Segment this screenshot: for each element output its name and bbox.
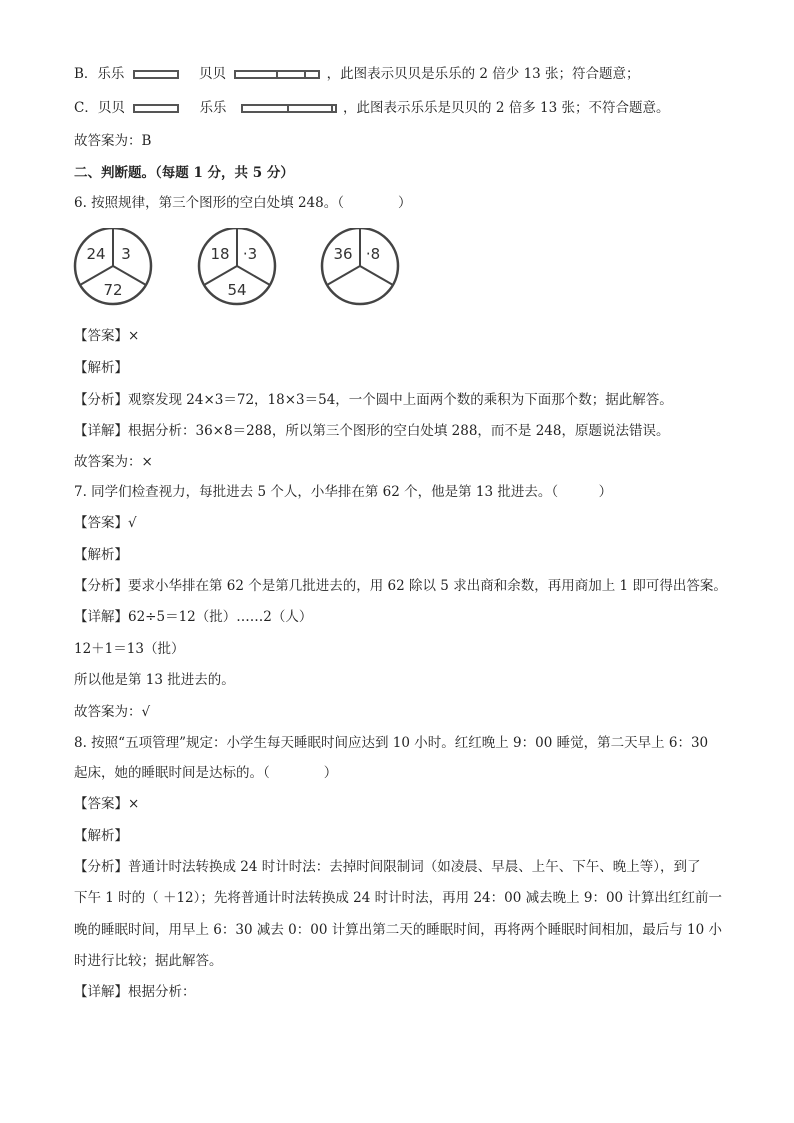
- q7-line2: 12＋1＝13（批）: [74, 641, 185, 657]
- circle-1-top-right: 3: [121, 245, 131, 263]
- q6-circles: [70, 228, 410, 312]
- circle-1-bottom: 72: [103, 281, 123, 299]
- circle-figures: [70, 228, 410, 308]
- circle-3-top-right: ·8: [365, 245, 381, 263]
- q7-analysis-label: 【解析】: [74, 547, 128, 563]
- q8-question-line1: 8. 按照“五项管理”规定：小学生每天睡眠时间应达到 10 小时。红红晚上 9：00 睡觉，第二天早上 6：30: [74, 735, 709, 751]
- option-c-prefix: C．贝贝: [74, 100, 125, 116]
- option-b-suffix: ，此图表示贝贝是乐乐的 2 倍少 13 张；符合题意；: [326, 66, 640, 82]
- q8-fenxi-line1: 【分析】普通计时法转换成 24 时计时法：去掉时间限制词（如凌晨、早晨、上午、下午、晚上等），到了: [74, 859, 701, 875]
- q8-xiangjie: 【详解】根据分析：: [74, 984, 196, 1000]
- q7-line3: 所以他是第 13 批进去的。: [74, 672, 235, 688]
- circle-2-top-left: 18: [210, 245, 230, 263]
- q6-xiangjie: 【详解】根据分析：36×8＝288，所以第三个图形的空白处填 288，而不是 248，原题说法错误。: [74, 423, 670, 439]
- circle-3-top-left: 36: [333, 245, 353, 263]
- q8-fenxi-line4: 时进行比较；据此解答。: [74, 953, 223, 969]
- q7-question: 7. 同学们检查视力，每批进去 5 个人，小华排在第 62 个，他是第 13 批进去。（ ）: [74, 484, 613, 500]
- circle-3: [322, 228, 398, 304]
- q7-fenxi: 【分析】要求小华排在第 62 个是第几批进去的，用 62 除以 5 求出商和余数，再用商加上 1 即可得出答案。: [74, 578, 727, 594]
- q7-final: 故答案为：√: [74, 704, 151, 720]
- q8-fenxi-line3: 晚的睡眠时间，用早上 6：30 减去 0：00 计算出第二天的睡眠时间，再将两个睡眠时间相加，最后与 10 小: [74, 922, 722, 938]
- lele-bar: [133, 70, 179, 79]
- q7-xiangjie: 【详解】62÷5＝12（批）……2（人）: [74, 609, 313, 625]
- section-title: 二、判断题。（每题 1 分，共 5 分）: [74, 165, 294, 181]
- option-c-line: [74, 98, 669, 118]
- beibei-bar: [234, 70, 320, 79]
- option-b-line: [74, 64, 640, 84]
- q8-question-line2: 起床，她的睡眠时间是达标的。（ ）: [74, 765, 338, 781]
- q8-analysis-label: 【解析】: [74, 828, 128, 844]
- q8-answer: 【答案】×: [74, 796, 140, 812]
- q6-answer: 【答案】×: [74, 328, 140, 344]
- answer-5: 故答案为：B: [74, 133, 152, 149]
- option-b-mid: 贝贝: [199, 66, 227, 82]
- q8-fenxi-line2: 下午 1 时的（ ＋12）；先将普通计时法转换成 24 时计时法，再用 24：00 减去晚上 9：00 计算出红红前一: [74, 890, 722, 906]
- beibei-bar-c: [133, 104, 179, 113]
- lele-bar-c: [241, 104, 337, 113]
- q6-question: 6. 按照规律，第三个图形的空白处填 248。（ ）: [74, 195, 412, 211]
- circle-1: [75, 228, 151, 304]
- q6-fenxi: 【分析】观察发现 24×3＝72，18×3＝54，一个圆中上面两个数的乘积为下面那个数；据此解答。: [74, 392, 673, 408]
- circle-2-top-right: ·3: [242, 245, 258, 263]
- q6-analysis-label: 【解析】: [74, 360, 128, 376]
- circle-1-top-left: 24: [86, 245, 106, 263]
- option-c-mid: 乐乐: [199, 100, 227, 116]
- option-b-prefix: B．乐乐: [74, 66, 125, 82]
- q7-answer: 【答案】√: [74, 515, 137, 531]
- q6-final: 故答案为：×: [74, 454, 153, 470]
- circle-2-bottom: 54: [227, 281, 247, 299]
- option-c-suffix: ，此图表示乐乐是贝贝的 2 倍多 13 张；不符合题意。: [343, 100, 670, 116]
- circle-2: [199, 228, 275, 304]
